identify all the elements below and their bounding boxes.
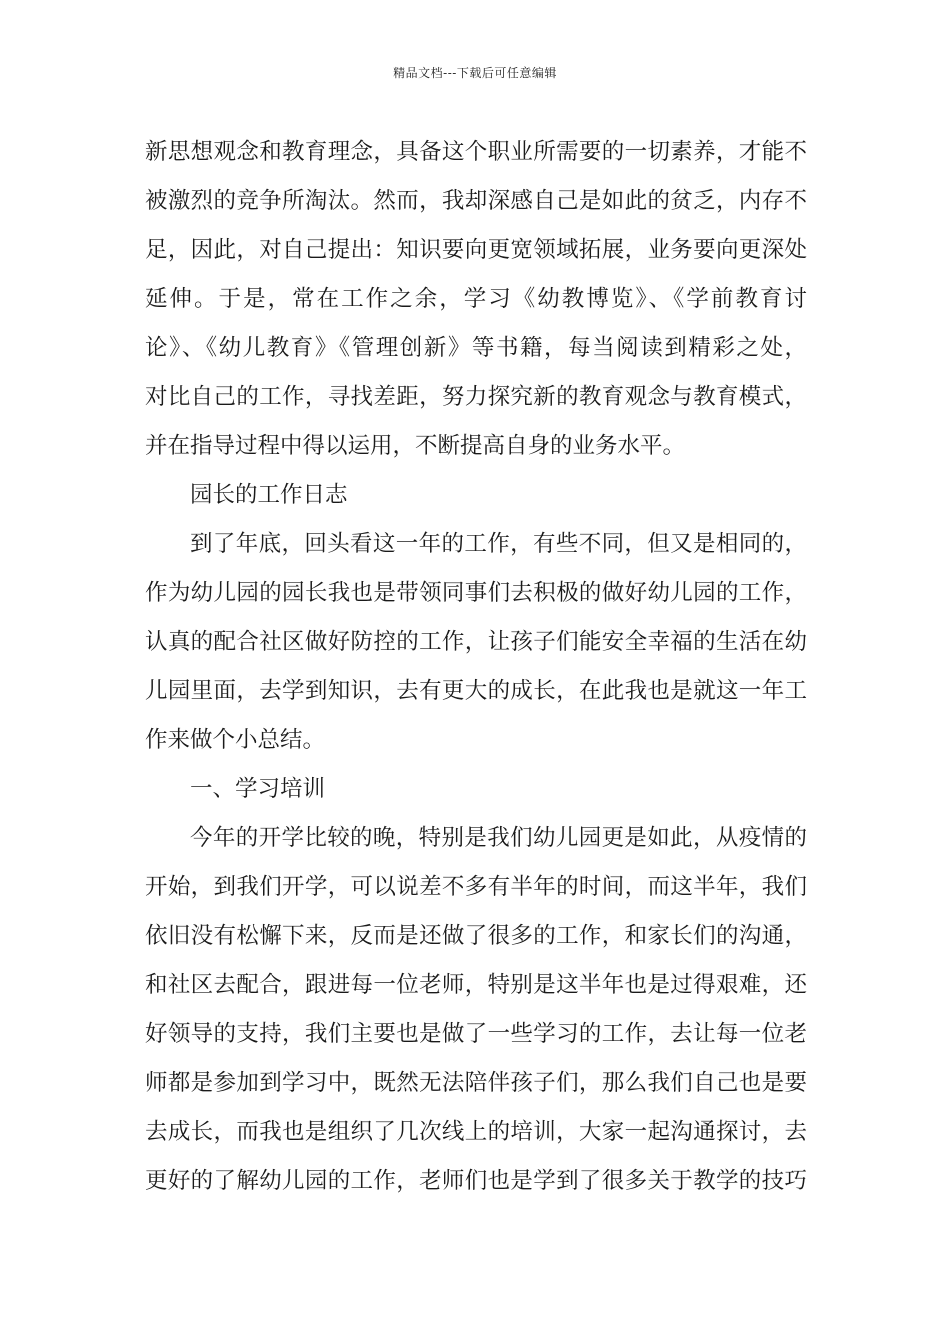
section-heading-training: 一、学习培训 xyxy=(190,776,326,802)
text-line-1: 新思想观念和教育理念，具备这个职业所需要的一切素养，才能不 xyxy=(145,139,807,165)
text-line-18: 和社区去配合，跟进每一位老师，特别是这半年也是过得艰难，还 xyxy=(145,972,807,998)
text-line-17: 依旧没有松懈下来，反而是还做了很多的工作，和家长们的沟通， xyxy=(145,923,807,949)
text-line-6: 对比自己的工作，寻找差距，努力探究新的教育观念与教育模式， xyxy=(145,384,807,410)
section-title-diary: 园长的工作日志 xyxy=(190,482,348,508)
text-line-15: 今年的开学比较的晚，特别是我们幼儿园更是如此，从疫情的 xyxy=(190,825,807,851)
page-header: 精品文档---下载后可任意编辑 xyxy=(393,66,557,80)
text-line-13: 作来做个小总结。 xyxy=(145,727,326,753)
text-line-11: 认真的配合社区做好防控的工作，让孩子们能安全幸福的生活在幼 xyxy=(145,629,807,655)
document-body xyxy=(145,128,807,1206)
text-line-9: 到了年底，回头看这一年的工作，有些不同，但又是相同的， xyxy=(190,531,807,557)
text-line-19: 好领导的支持，我们主要也是做了一些学习的工作，去让每一位老 xyxy=(145,1021,807,1047)
text-line-2: 被激烈的竞争所淘汰。然而，我却深感自己是如此的贫乏，内存不 xyxy=(145,188,807,214)
text-line-5: 论》、《幼儿教育》《管理创新》等书籍，每当阅读到精彩之处， xyxy=(145,335,807,361)
text-line-7: 并在指导过程中得以运用，不断提高自身的业务水平。 xyxy=(145,433,686,459)
text-line-21: 去成长，而我也是组织了几次线上的培训，大家一起沟通探讨，去 xyxy=(145,1119,807,1145)
text-line-12: 儿园里面，去学到知识，去有更大的成长，在此我也是就这一年工 xyxy=(145,678,807,704)
text-line-22: 更好的了解幼儿园的工作，老师们也是学到了很多关于教学的技巧 xyxy=(145,1168,807,1194)
text-line-20: 师都是参加到学习中，既然无法陪伴孩子们，那么我们自己也是要 xyxy=(145,1070,807,1096)
text-line-10: 作为幼儿园的园长我也是带领同事们去积极的做好幼儿园的工作， xyxy=(145,580,807,606)
text-line-16: 开始，到我们开学，可以说差不多有半年的时间，而这半年，我们 xyxy=(145,874,807,900)
text-line-3: 足，因此，对自己提出：知识要向更宽领域拓展，业务要向更深处 xyxy=(145,237,807,263)
text-line-4: 延伸。于是，常在工作之余，学习《幼教博览》、《学前教育讨 xyxy=(145,286,807,312)
